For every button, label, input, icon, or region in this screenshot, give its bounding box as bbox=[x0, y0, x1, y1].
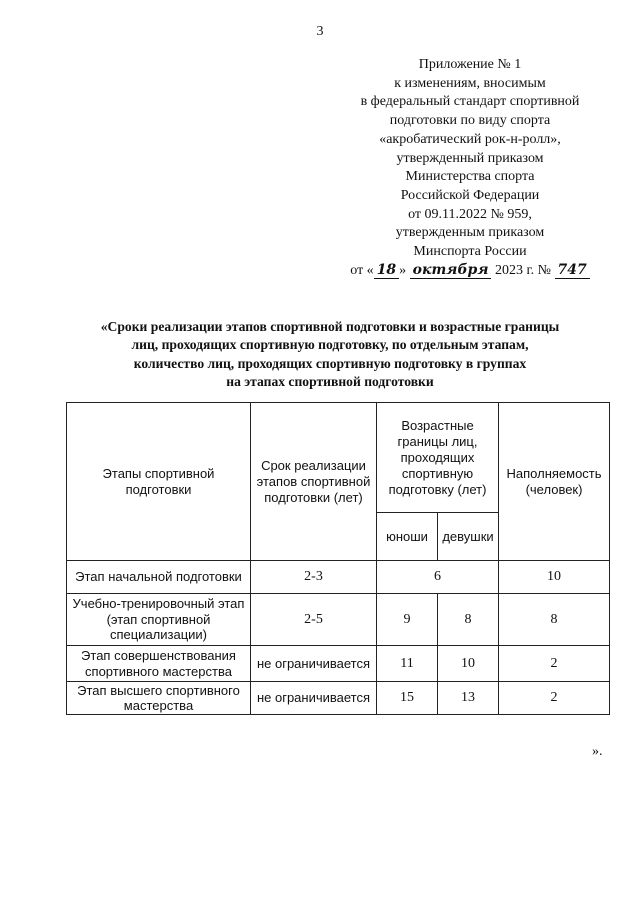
duration-value: 2-5 bbox=[251, 594, 377, 646]
table-row bbox=[67, 646, 610, 682]
title-line: на этапах спортивной подготовки bbox=[226, 373, 434, 389]
girls-age-value: 13 bbox=[438, 682, 499, 715]
appendix-line: Приложение № 1 bbox=[418, 57, 522, 72]
header-stages: Этапы спортивной подготовки bbox=[67, 403, 251, 561]
table-header-row bbox=[67, 403, 610, 513]
duration-value: 2-3 bbox=[251, 561, 377, 594]
title-line: «Сроки реализации этапов спортивной подготовки и возрастные границы bbox=[100, 319, 560, 334]
stage-name: Этап начальной подготовки bbox=[67, 561, 251, 594]
header-duration: Срок реализации этапов спортивной подготовки (лет) bbox=[251, 403, 377, 561]
title-line: количество лиц, проходящих спортивную подготовку в группах bbox=[133, 355, 527, 371]
occupancy-value: 2 bbox=[499, 682, 610, 715]
boys-age-value: 11 bbox=[377, 646, 438, 682]
appendix-line: Российской Федерации bbox=[400, 187, 540, 203]
stage-name: Учебно-тренировочный этап (этап спортивной специализации) bbox=[67, 594, 251, 646]
table-row bbox=[67, 594, 610, 646]
date-mid: » bbox=[399, 262, 407, 278]
title-line: лиц, проходящих спортивную подготовку, по отдельным этапам, bbox=[131, 337, 529, 353]
appendix-line: в федеральный стандарт спортивной bbox=[360, 94, 580, 110]
appendix-line: к изменениям, вносимым bbox=[394, 75, 546, 91]
boys-age-value: 15 bbox=[377, 682, 438, 715]
girls-age-value: 8 bbox=[438, 594, 499, 646]
handwritten-order-number: 747 bbox=[555, 263, 590, 279]
header-occupancy: Наполняемость (человек) bbox=[499, 403, 610, 561]
page-number: 3 bbox=[316, 24, 324, 39]
handwritten-day: 18 bbox=[374, 263, 399, 279]
occupancy-value: 8 bbox=[499, 594, 610, 646]
order-date-line bbox=[330, 262, 610, 281]
appendix-line: «акробатический рок-н-ролл», bbox=[379, 131, 561, 147]
appendix-line: утвержденный приказом bbox=[396, 150, 544, 166]
header-girls: девушки bbox=[438, 513, 499, 561]
header-boys: юноши bbox=[377, 513, 438, 561]
boys-age-value: 9 bbox=[377, 594, 438, 646]
occupancy-value: 10 bbox=[499, 561, 610, 594]
occupancy-value: 2 bbox=[499, 646, 610, 682]
duration-value: не ограничивается bbox=[251, 682, 377, 715]
date-prefix: от « bbox=[350, 262, 374, 278]
stages-table bbox=[66, 402, 610, 715]
handwritten-month: октября bbox=[410, 263, 492, 279]
appendix-line: Минспорта России bbox=[413, 244, 527, 260]
table-row bbox=[67, 682, 610, 715]
document-title bbox=[60, 318, 600, 391]
table-row bbox=[67, 561, 610, 594]
duration-value: не ограничивается bbox=[251, 646, 377, 682]
appendix-line: от 09.11.2022 № 959, bbox=[408, 206, 532, 222]
appendix-header bbox=[330, 56, 610, 280]
appendix-line: утвержденным приказом bbox=[395, 225, 545, 241]
stage-name: Этап совершенствования спортивного мастерства bbox=[67, 646, 251, 682]
closing-quote: ». bbox=[592, 744, 603, 759]
header-age-limits: Возрастные границы лиц, проходящих спортивную подготовку (лет) bbox=[377, 403, 499, 513]
girls-age-value: 10 bbox=[438, 646, 499, 682]
age-value-merged: 6 bbox=[377, 561, 499, 594]
appendix-line: подготовки по виду спорта bbox=[389, 113, 551, 129]
date-year: 2023 г. № bbox=[494, 262, 552, 278]
stage-name: Этап высшего спортивного мастерства bbox=[67, 682, 251, 715]
appendix-line: Министерства спорта bbox=[405, 169, 535, 185]
